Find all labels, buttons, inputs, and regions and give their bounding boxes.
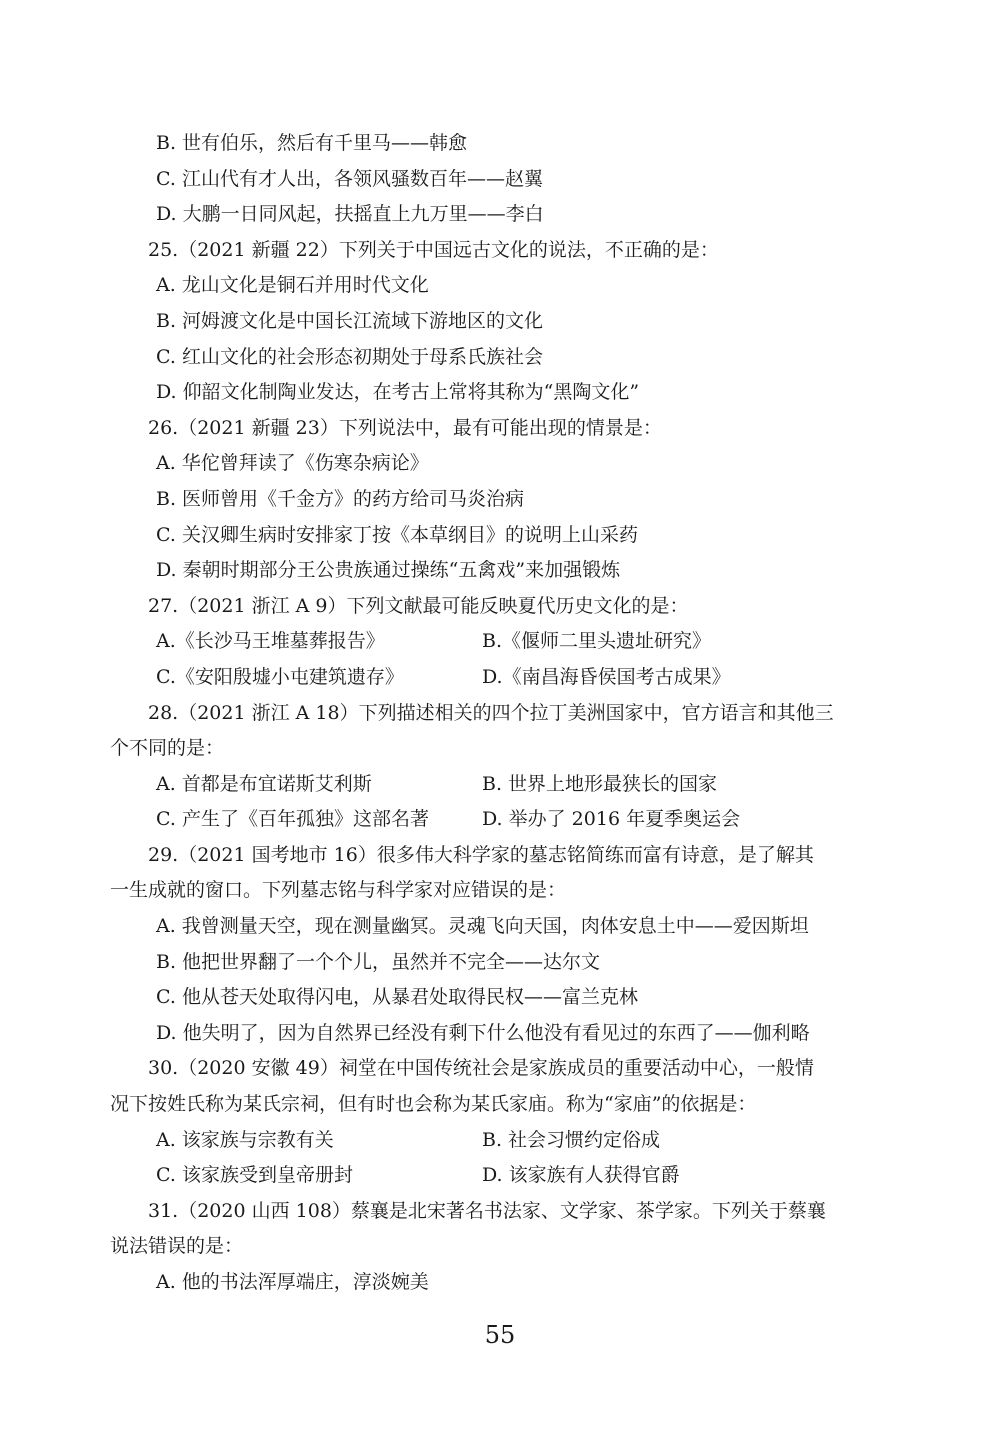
question-text: 29.（2021 国考地市 16）很多伟大科学家的墓志铭简练而富有诗意，是了解其 — [148, 843, 814, 866]
question-text: 31.（2020 山西 108）蔡襄是北宋著名书法家、文学家、茶学家。下列关于蔡襄 — [148, 1199, 826, 1222]
option-text: A. 他的书法浑厚端庄，淳淡婉美 — [156, 1271, 429, 1293]
option-text: B. 河姆渡文化是中国长江流域下游地区的文化 — [156, 309, 544, 332]
option-text: A. 龙山文化是铜石并用时代文化 — [156, 274, 429, 297]
option-text: D. 该家族有人获得官爵 — [482, 1164, 680, 1187]
question-text: 说法错误的是： — [110, 1235, 244, 1258]
option-text: B. 世界上地形最狭长的国家 — [482, 772, 718, 795]
option-row — [110, 660, 855, 696]
option-text: C. 红山文化的社会形态初期处于母系氏族社会 — [156, 345, 543, 368]
option-row — [110, 1158, 855, 1194]
option-text: A. 该家族与宗教有关 — [156, 1128, 334, 1151]
option-row — [110, 1123, 855, 1159]
option-text: C. 关汉卿生病时安排家丁按《本草纲目》的说明上山采药 — [156, 523, 638, 546]
option-text: D. 大鹏一日同风起，扶摇直上九万里——李白 — [156, 203, 544, 226]
question-text-block — [110, 126, 855, 1301]
option-text: A. 我曾测量天空，现在测量幽冥。灵魂飞向天国，肉体安息土中——爱因斯坦 — [156, 915, 809, 938]
option-text: C. 他从苍天处取得闪电，从暴君处取得民权——富兰克林 — [156, 986, 638, 1009]
question-text: 28.（2021 浙江 A 18）下列描述相关的四个拉丁美洲国家中，官方语言和其他三 — [148, 701, 834, 724]
option-text: B. 他把世界翻了一个个儿，虽然并不完全——达尔文 — [156, 950, 601, 973]
option-text: A.《长沙马王堆墓葬报告》 — [156, 630, 385, 653]
question-text: 26.（2021 新疆 23）下列说法中，最有可能出现的情景是： — [148, 416, 662, 439]
option-text: D. 仰韶文化制陶业发达，在考古上常将其称为“黑陶文化” — [156, 381, 640, 404]
option-text: A. 华佗曾拜读了《伤寒杂病论》 — [156, 452, 429, 475]
option-text: B. 社会习惯约定俗成 — [482, 1128, 661, 1151]
option-text: B. 医师曾用《千金方》的药方给司马炎治病 — [156, 487, 525, 510]
option-text: C. 江山代有才人出，各领风骚数百年——赵翼 — [156, 167, 543, 190]
question-text: 况下按姓氏称为某氏宗祠，但有时也会称为某氏家庙。称为“家庙”的依据是： — [110, 1093, 757, 1116]
option-row — [110, 767, 855, 803]
option-text: C. 产生了《百年孤独》这部名著 — [156, 808, 429, 831]
option-text: B. 世有伯乐，然后有千里马——韩愈 — [156, 132, 468, 154]
option-text: D. 秦朝时期部分王公贵族通过操练“五禽戏”来加强锻炼 — [156, 559, 621, 582]
option-text: D. 他失明了，因为自然界已经没有剩下什么他没有看见过的东西了——伽利略 — [156, 1021, 810, 1044]
question-text: 个不同的是： — [110, 737, 225, 760]
option-row — [110, 802, 855, 838]
option-text: D.《南昌海昏侯国考古成果》 — [482, 665, 731, 688]
option-row — [110, 624, 855, 660]
question-text: 30.（2020 安徽 49）祠堂在中国传统社会是家族成员的重要活动中心，一般情 — [148, 1057, 814, 1080]
option-text: C.《安阳殷墟小屯建筑遗存》 — [156, 665, 404, 688]
question-text: 25.（2021 新疆 22）下列关于中国远古文化的说法，不正确的是： — [148, 238, 719, 261]
option-text: A. 首都是布宜诺斯艾利斯 — [156, 772, 372, 795]
option-text: C. 该家族受到皇帝册封 — [156, 1164, 353, 1187]
option-text: B.《偃师二里头遗址研究》 — [482, 630, 712, 653]
question-text: 27.（2021 浙江 A 9）下列文献最可能反映夏代历史文化的是： — [148, 594, 689, 617]
option-text: D. 举办了 2016 年夏季奥运会 — [482, 808, 741, 831]
question-text: 一生成就的窗口。下列墓志铭与科学家对应错误的是： — [110, 879, 567, 902]
page-number: 55 — [484, 1321, 516, 1349]
